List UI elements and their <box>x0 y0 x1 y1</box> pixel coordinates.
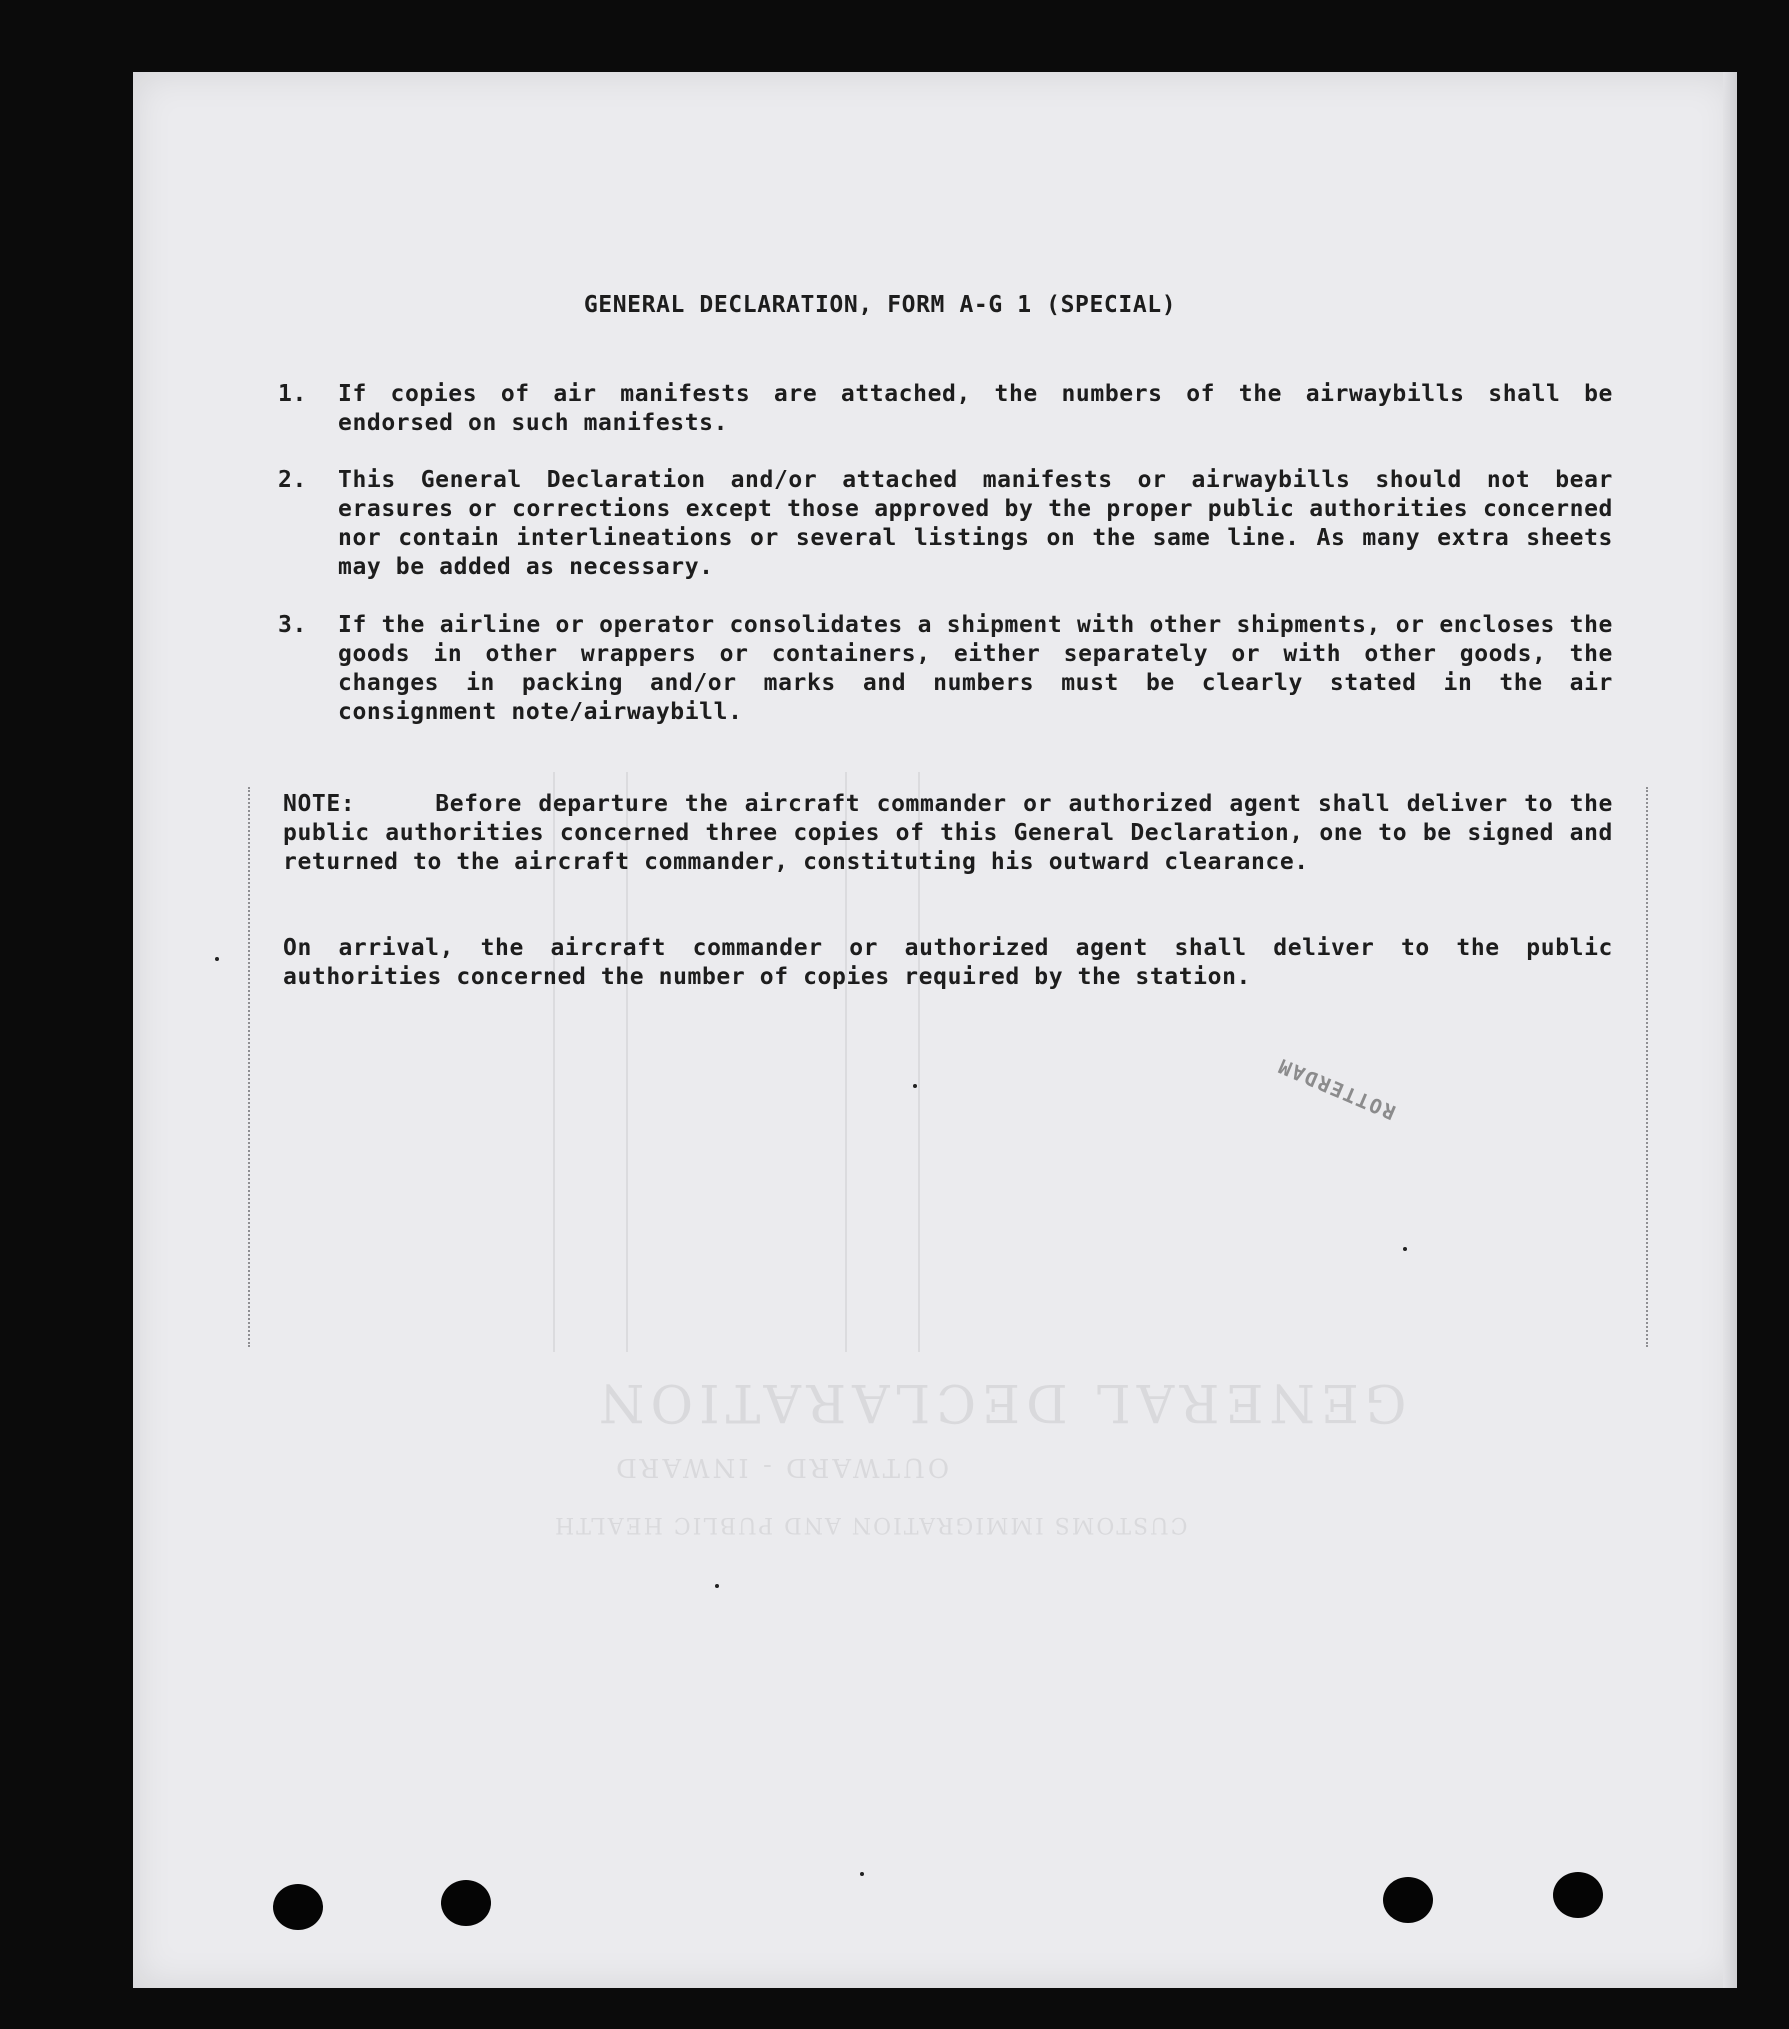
arrival-paragraph: On arrival, the aircraft commander or authorized agent shall deliver to the public authorities concerned the number of copies required by the station. <box>283 935 1613 990</box>
note-label: NOTE: <box>283 791 356 817</box>
punch-hole <box>1383 1877 1433 1923</box>
speck <box>215 957 219 961</box>
item-text: If copies of air manifests are attached, the numbers of the airwaybills shall be endorsed on such manifests. <box>338 381 1613 436</box>
note-paragraph <box>283 790 1613 877</box>
punch-hole <box>441 1880 491 1926</box>
speck <box>715 1584 719 1588</box>
instruction-item-3 <box>278 611 1613 727</box>
instruction-item-1 <box>278 380 1613 438</box>
item-number: 2. <box>278 467 307 493</box>
speck <box>860 1872 864 1876</box>
item-number: 3. <box>278 612 307 638</box>
item-text: If the airline or operator consolidates a shipment with other shipments, or encloses the goods in other wrappers or containers, either separately or with other goods, the changes in packing and/or marks and numbers must be clearly stated in the air consignment note/airwaybill. <box>338 612 1613 725</box>
item-text: This General Declaration and/or attached manifests or airwaybills should not bear erasures or corrections except those approved by the proper public authorities concerned nor contain interlineations or several listings on the same line. As many extra sheets may be added as necessary. <box>338 467 1613 580</box>
paper-sheet <box>133 72 1737 1988</box>
instruction-item-2 <box>278 466 1613 582</box>
bleed-through-subheading: OUTWARD - INWARD <box>613 1452 950 1482</box>
speck <box>1403 1247 1407 1251</box>
punch-hole <box>1553 1872 1603 1918</box>
punch-hole <box>273 1884 323 1930</box>
bleed-through-heading: GENERAL DECLARATION <box>593 1372 1407 1432</box>
faded-stamp-mark: ROTTERDAM <box>1273 1053 1400 1125</box>
note-text: Before departure the aircraft commander or authorized agent shall deliver to the public authorities concerned three copies of this General Declaration, one to be signed and returned to the aircraft commander, constituting his outward clearance. <box>283 791 1613 875</box>
bleed-through-line: CUSTOMS IMMIGRATION AND PUBLIC HEALTH <box>553 1512 1188 1537</box>
item-number: 1. <box>278 381 307 407</box>
paper-edge <box>1723 72 1737 1988</box>
speck <box>913 1084 917 1088</box>
document-title: GENERAL DECLARATION, FORM A-G 1 (SPECIAL) <box>583 292 1177 318</box>
